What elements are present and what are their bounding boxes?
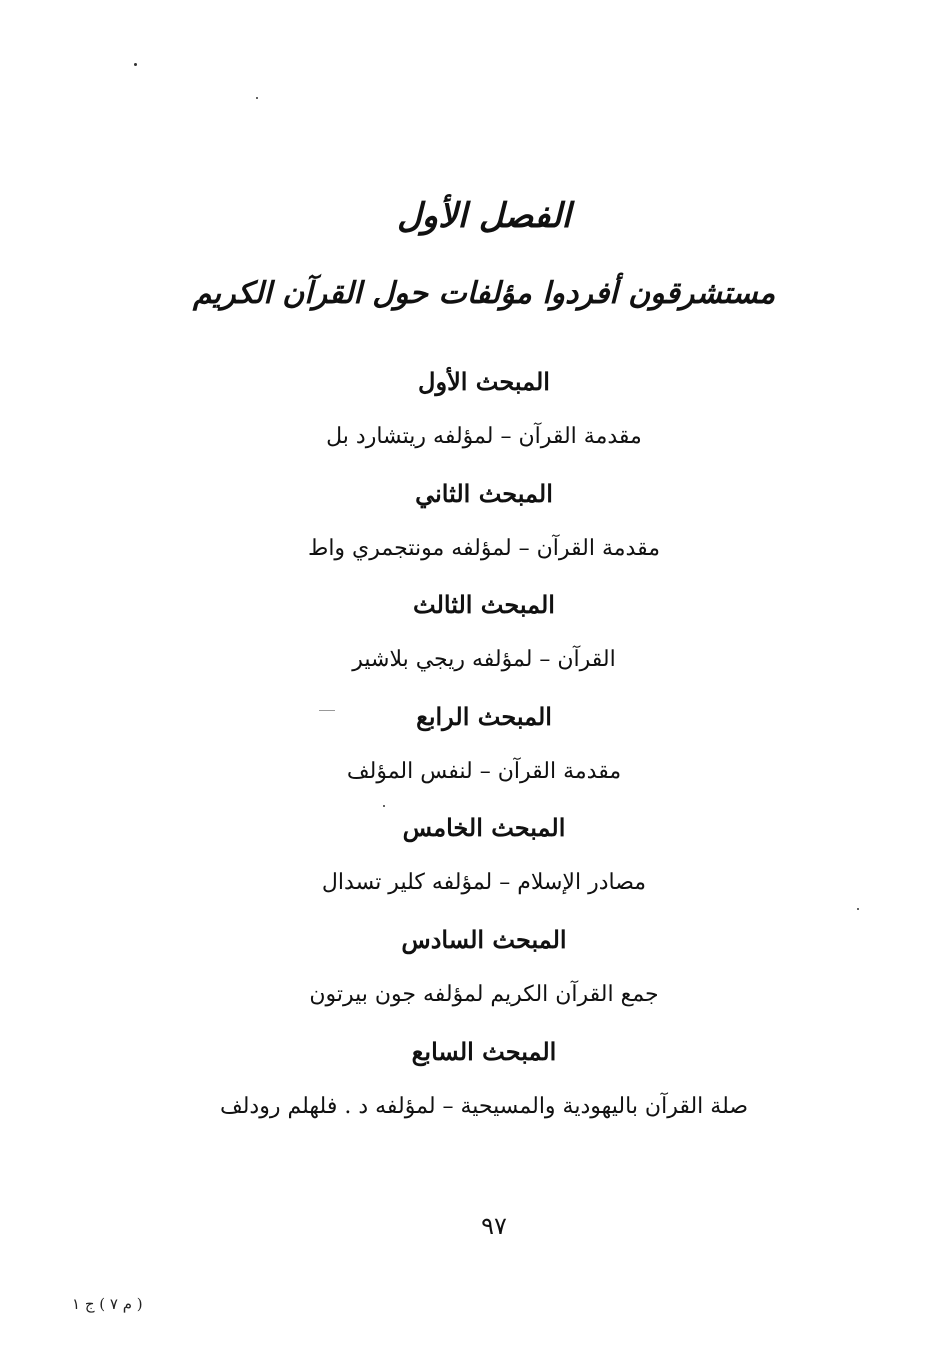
- section-heading: المبحث السادس: [401, 925, 567, 954]
- section-text: مصادر الإسلام – لمؤلفه كلير تسدال: [321, 870, 647, 895]
- section-7: [0, 1034, 932, 1124]
- section-4: [0, 699, 932, 789]
- scan-speck: [857, 908, 859, 910]
- section-text: مقدمة القرآن – لمؤلفه مونتجمري واط: [307, 536, 661, 561]
- section-heading: المبحث الرابع: [416, 702, 552, 731]
- scan-speck: [256, 97, 258, 99]
- section-text: جمع القرآن الكريم لمؤلفه جون بيرتون: [309, 982, 659, 1007]
- section-text: مقدمة القرآن – لنفس المؤلف: [346, 759, 622, 784]
- section-3: [0, 587, 932, 677]
- signature-mark: ( م ٧ ) ج ١: [72, 1295, 143, 1313]
- section-text: القرآن – لمؤلفه ريجي بلاشير: [352, 647, 616, 672]
- chapter-title: الفصل الأول: [396, 196, 572, 236]
- scan-speck: [383, 805, 385, 807]
- section-heading: المبحث السابع: [411, 1037, 557, 1066]
- section-heading: المبحث الأول: [418, 367, 550, 396]
- page-number: ٩٧: [481, 1212, 507, 1240]
- scan-speck: [134, 63, 137, 66]
- section-heading: المبحث الثاني: [415, 479, 553, 508]
- section-heading: المبحث الثالث: [413, 590, 555, 619]
- section-6: [0, 922, 932, 1012]
- section-2: [0, 476, 932, 566]
- section-1: [0, 364, 932, 454]
- section-text: مقدمة القرآن – لمؤلفه ريتشارد بل: [326, 424, 642, 449]
- section-heading: المبحث الخامس: [402, 813, 566, 842]
- section-text: صلة القرآن باليهودية والمسيحية – لمؤلفه د . فلهلم رودلف: [219, 1094, 749, 1119]
- chapter-subtitle: مستشرقون أفردوا مؤلفات حول القرآن الكريم: [192, 276, 776, 311]
- scan-speck: [319, 710, 335, 711]
- section-5: [0, 810, 932, 900]
